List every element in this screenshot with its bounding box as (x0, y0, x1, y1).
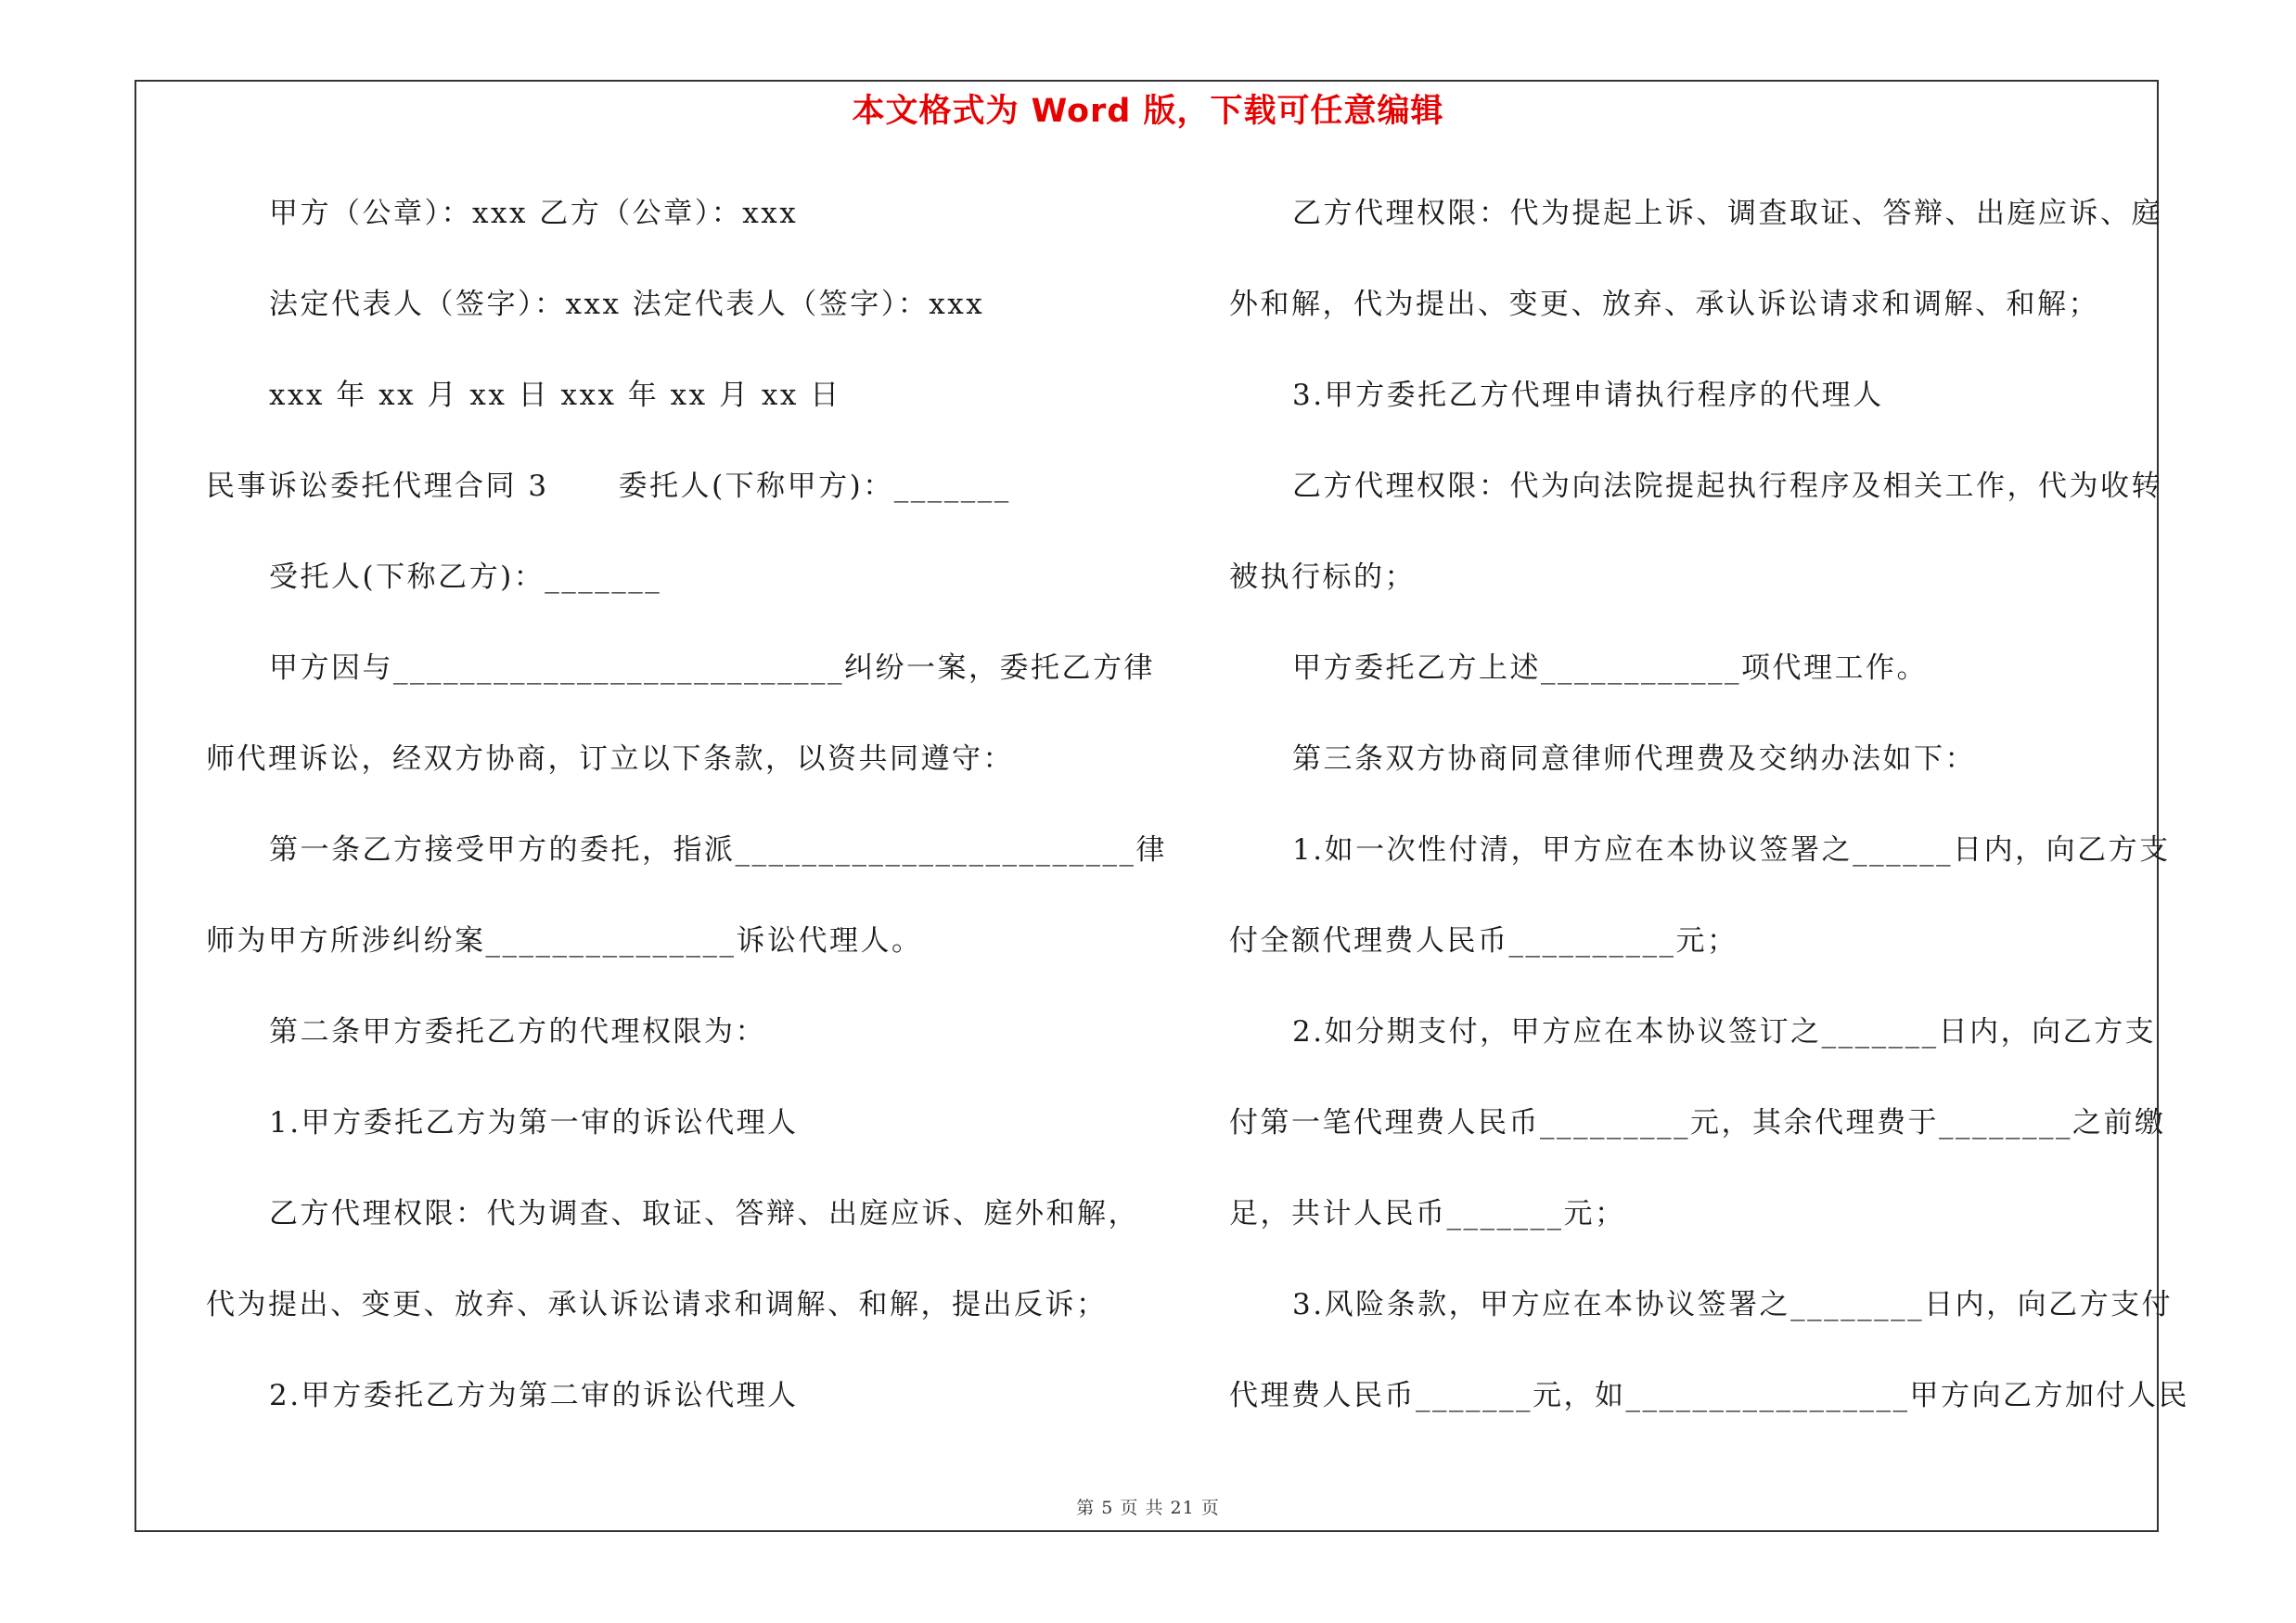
text-line (206, 559, 661, 596)
line-text: 2.甲方委托乙方为第二审的诉讼代理人 (269, 1379, 799, 1412)
text-line (1229, 1286, 2173, 1323)
line-text: 足，共计人民币_______元； (1229, 1197, 1626, 1230)
line-text: 付第一笔代理费人民币_________元，其余代理费于________之前缴 (1229, 1106, 2166, 1140)
text-line (1229, 1013, 2156, 1050)
text-line (1229, 741, 1976, 778)
text-line (1229, 286, 2099, 323)
line-text: 受托人(下称乙方)：_______ (269, 560, 662, 594)
text-line (206, 286, 984, 323)
text-line (1229, 1377, 2189, 1414)
line-text: 第一条乙方接受甲方的委托，指派________________________律 (269, 833, 1167, 867)
line-text: 法定代表人（签字）：xxx 法定代表人（签字）：xxx (269, 288, 985, 321)
line-text: xxx 年 xx 月 xx 日 xxx 年 xx 月 xx 日 (269, 379, 841, 412)
page-number: 第 5 页 共 21 页 (1076, 1498, 1220, 1518)
line-text: 代理费人民币_______元，如_________________甲方向乙方加付人民 (1229, 1379, 2189, 1412)
text-line (1229, 831, 2171, 869)
text-line (206, 1377, 799, 1414)
text-line (1229, 1104, 2166, 1141)
line-text: 被执行标的； (1229, 560, 1416, 594)
text-line (206, 922, 923, 960)
text-line (206, 377, 841, 414)
text-line (1229, 1195, 1626, 1232)
text-line (1229, 922, 1738, 960)
line-text: 甲方（公章）：xxx 乙方（公章）：xxx (269, 197, 799, 230)
line-text: 师代理诉讼，经双方协商，订立以下条款，以资共同遵守： (206, 742, 1014, 776)
text-line (1229, 468, 2162, 505)
text-line (1229, 377, 1884, 414)
line-text: 乙方代理权限：代为向法院提起执行程序及相关工作，代为收转 (1292, 470, 2162, 503)
line-text: 甲方因与___________________________纠纷一案，委托乙方律 (269, 651, 1155, 685)
line-text: 第三条双方协商同意律师代理费及交纳办法如下： (1292, 742, 1976, 776)
text-line (1229, 650, 1928, 687)
line-text: 1.甲方委托乙方为第一审的诉讼代理人 (269, 1106, 799, 1140)
line-text: 乙方代理权限：代为调查、取证、答辩、出庭应诉、庭外和解， (269, 1197, 1139, 1230)
text-line (1229, 195, 2162, 232)
line-text: 第二条甲方委托乙方的代理权限为： (269, 1015, 766, 1049)
line-text: 1.如一次性付清，甲方应在本协议签署之______日内，向乙方支 (1292, 833, 2171, 867)
text-line (206, 831, 1167, 869)
text-line (1229, 559, 1416, 596)
line-text: 付全额代理费人民币__________元； (1229, 924, 1738, 958)
line-text: 师为甲方所涉纠纷案_______________诉讼代理人。 (206, 924, 923, 958)
text-line (206, 1013, 766, 1050)
line-text: 甲方委托乙方上述____________项代理工作。 (1292, 651, 1928, 685)
line-text: 2.如分期支付，甲方应在本协议签订之_______日内，向乙方支 (1292, 1015, 2157, 1049)
line-text: 外和解，代为提出、变更、放弃、承认诉讼请求和调解、和解； (1229, 288, 2099, 321)
line-text: 委托人(下称甲方)：_______ (618, 470, 1011, 503)
line-text: 民事诉讼委托代理合同 3 (206, 470, 549, 503)
text-line (206, 195, 798, 232)
text-line (206, 468, 1011, 505)
text-line (206, 650, 1155, 687)
line-text: 乙方代理权限：代为提起上诉、调查取证、答辩、出庭应诉、庭 (1292, 197, 2162, 230)
text-line (206, 1195, 1139, 1232)
text-line (206, 741, 1014, 778)
text-line (206, 1104, 799, 1141)
format-banner: 本文格式为 Word 版，下载可任意编辑 (852, 93, 1444, 130)
text-line (206, 1286, 1108, 1323)
line-text: 代为提出、变更、放弃、承认诉讼请求和调解、和解，提出反诉； (206, 1288, 1108, 1321)
line-text: 3.甲方委托乙方代理申请执行程序的代理人 (1292, 379, 1884, 412)
line-text: 3.风险条款，甲方应在本协议签署之________日内，向乙方支付 (1292, 1288, 2174, 1321)
